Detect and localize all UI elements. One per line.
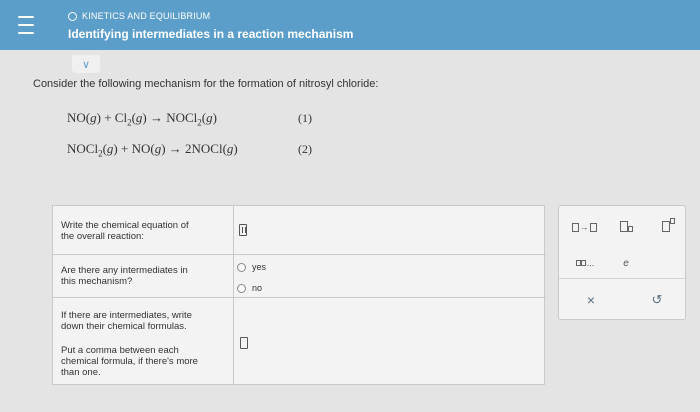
- electron-button[interactable]: e: [623, 257, 629, 269]
- radio-no[interactable]: no: [237, 283, 262, 293]
- app-header: [0, 0, 700, 50]
- reaction-arrow-button[interactable]: →: [569, 220, 599, 234]
- topic-label: KINETICS AND EQUILIBRIUM: [68, 11, 210, 21]
- equation-2-number: (2): [298, 142, 312, 156]
- chem-toolbox: [558, 205, 686, 320]
- multiplier-dots-button[interactable]: ...: [569, 256, 601, 270]
- question-overall-reaction: Write the chemical equation of the overall reaction:: [53, 206, 234, 254]
- chevron-down-icon[interactable]: ∨: [72, 55, 100, 73]
- question-formulas: If there are intermediates, write down their chemical formulas. Put a comma between each chemical formula, if there's more than one.: [53, 298, 234, 385]
- radio-yes[interactable]: yes: [237, 262, 266, 272]
- undo-button[interactable]: ↺: [651, 292, 663, 307]
- equation-1-number: (1): [298, 111, 312, 125]
- question-intermediates: Are there any intermediates in this mechanism?: [53, 255, 234, 297]
- intermediates-formula-input[interactable]: [240, 337, 248, 349]
- clear-button[interactable]: ×: [586, 292, 596, 308]
- menu-icon[interactable]: [14, 13, 38, 37]
- progress-ring-icon: [68, 12, 77, 21]
- page-title: Identifying intermediates in a reaction mechanism: [68, 27, 354, 41]
- subscript-button[interactable]: [615, 218, 637, 234]
- overall-equation-input[interactable]: [239, 224, 247, 236]
- equation-2: NOCl$_2$(g) + NO(g) → 2NOCl(g): [67, 141, 238, 159]
- equation-1: $NO(g) + Cl_2(g)$ → NOCl$_2$(g): [67, 110, 217, 128]
- superscript-button[interactable]: [657, 216, 679, 232]
- toolbox-divider: [559, 278, 687, 279]
- question-table: [52, 205, 545, 385]
- intro-text: Consider the following mechanism for the formation of nitrosyl chloride:: [33, 78, 379, 90]
